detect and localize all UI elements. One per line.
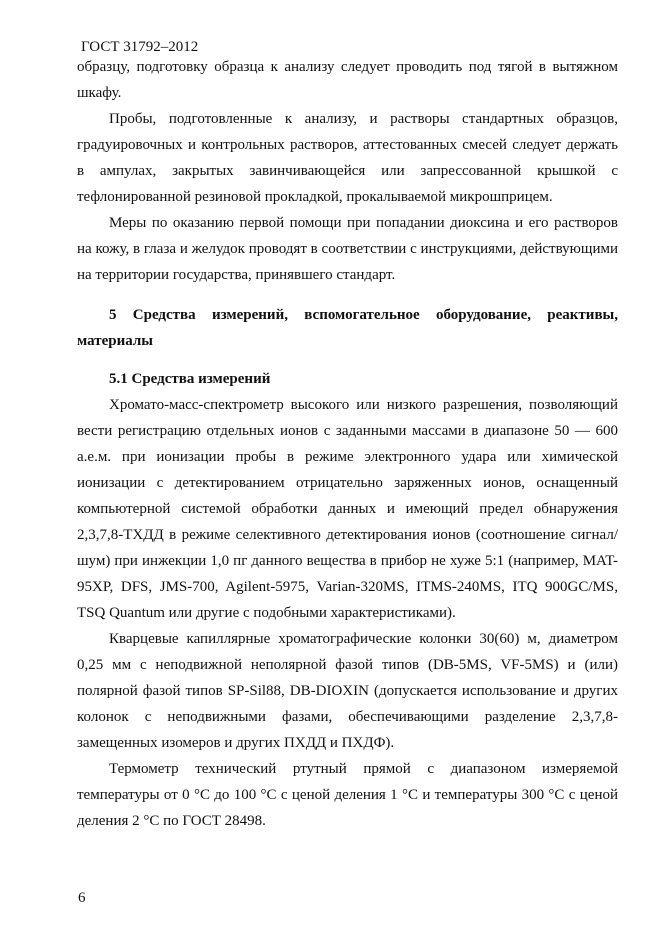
section-heading-5: 5 Средства измерений, вспомогательное оборудование, реактивы, материалы: [77, 307, 618, 349]
document-header: ГОСТ 31792–2012: [81, 39, 199, 55]
paragraph-first-aid: Меры по оказанию первой помощи при попадании диоксина и его растворов на кожу, в глаза и желудок проводят в соответствии с инструкциями, действующими на территории государства, принявшего стандарт.: [77, 215, 618, 283]
paragraph-mass-spectrometer: Хромато-масс-спектрометр высокого или низкого разрешения, позволяющий вести регистрацию отдельных ионов с заданными массами в диапазоне 50 — 600 а.е.м. при ионизации пробы в режиме электронного удара или химической ионизации с детектированием отрицательно заряженных ионов, оснащенный компьютерной системой обработки данных и имеющий предел обнаружения 2,3,7,8-ТХДД в режиме селективного детектирования ионов (соотношение сигнал/шум) при инжекции 1,0 пг данного вещества в прибор не хуже 5:1 (например, MAT-95XP, DFS, JMS-700, Agilent-5975, Varian-320MS, ITMS-240MS, ITQ 900GC/MS, TSQ Quantum или другие с подобными характеристиками).: [77, 397, 618, 621]
paragraph-storage-ampoules: Пробы, подготовленные к анализу, и растворы стандартных образцов, градуировочных и контрольных растворов, аттестованных смесей следует держать в ампулах, закрытых завинчивающейся или запрессованной крышкой с тефлонированной резиновой прокладкой, прокалываемой микрошприцем.: [77, 111, 618, 205]
paragraph-thermometer: Термометр технический ртутный прямой с диапазоном измеряемой температуры от 0 °С до 100 °С с ценой деления 1 °С и температуры 300 °С с ценой деления 2 °С по ГОСТ 28498.: [77, 761, 618, 829]
subsection-heading-5-1: 5.1 Средства измерений: [109, 371, 271, 387]
paragraph-fume-hood: образцу, подготовку образца к анализу следует проводить под тягой в вытяжном шкафу.: [77, 59, 618, 101]
page-number: 6: [78, 890, 86, 906]
document-body: [77, 54, 618, 834]
paragraph-capillary-columns: Кварцевые капиллярные хроматографические колонки 30(60) м, диаметром 0,25 мм с неподвижной неполярной фазой типов (DB-5MS, VF-5MS) и (или) полярной фазой типов SP-Sil88, DB-DIOXIN (допускается использование и других колонок с неподвижными фазами, обеспечивающими разделение 2,3,7,8-замещенных изомеров и других ПХДД и ПХДФ).: [77, 631, 618, 751]
